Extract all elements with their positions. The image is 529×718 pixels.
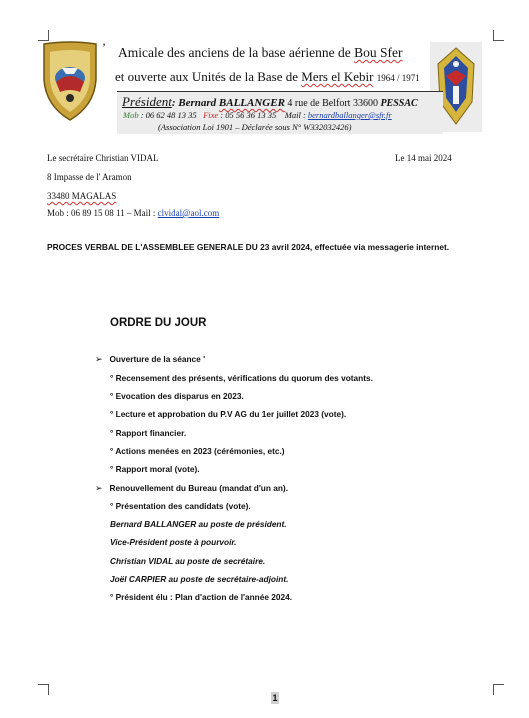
crop-mark-bottom-right	[493, 684, 504, 695]
air-base-crest-logo	[40, 40, 100, 122]
agenda-item: ➢ Renouvellement du Bureau (mandat d'un an).	[95, 483, 288, 493]
agenda-item: ➢ Ouverture de la séance '	[95, 354, 206, 364]
page-number: 1	[272, 693, 278, 703]
agenda-item: ° Présentation des candidats (vote).	[110, 501, 251, 511]
agenda-item: ° Président élu : Plan d'action de l'année 2024.	[110, 592, 293, 602]
association-title-line2: et ouverte aux Unités de la Base de Mers el Kebir 1964 / 1971	[115, 69, 420, 84]
agenda-heading: ORDRE DU JOUR	[110, 317, 207, 329]
president-email-link[interactable]: bernardballanger@sfr.fr	[307, 110, 392, 120]
president-line: Président: Bernard BALLANGER 4 rue de Belfort 33600 PESSAC	[122, 94, 418, 109]
crop-mark-bottom-left	[38, 684, 49, 695]
agenda-item: ° Actions menées en 2023 (cérémonies, etc.)	[110, 446, 285, 456]
letter-date: Le 14 mai 2024	[395, 153, 452, 163]
sender-city: 33480 MAGALAS	[47, 191, 117, 201]
association-title-line1: Amicale des anciens de la base aérienne de Bou Sfer	[118, 45, 403, 60]
crop-mark-top-right	[493, 30, 504, 41]
sender-email-link[interactable]: clvidal@aol.com	[157, 208, 220, 218]
agenda-item: ° Recensement des présents, vérifications du quorum des votants.	[110, 373, 373, 383]
agenda-item: ° Rapport financier.	[110, 428, 187, 438]
sender-name: Le secrétaire Christian VIDAL	[47, 153, 159, 163]
agenda-item: Vice-Président poste à pourvoir.	[110, 537, 237, 547]
minutes-title: PROCES VERBAL DE L'ASSEMBLEE GENERALE DU 23 avril 2024, effectuée via messagerie internet.	[47, 242, 450, 252]
agenda-item: ° Rapport moral (vote).	[110, 464, 200, 474]
agenda-item: Joël CARPIER au poste de secrétaire-adjoint.	[110, 574, 289, 584]
agenda-item: ° Evocation des disparus en 2023.	[110, 391, 244, 401]
header-apostrophe: ’	[102, 40, 106, 54]
association-registration-note: (Association Loi 1901 – Déclarée sous N° W332032426)	[158, 122, 352, 132]
agenda-item: ° Lecture et approbation du P.V AG du 1er juillet 2023 (vote).	[110, 409, 347, 419]
president-contact-line: Mob : 06 62 48 13 35 Fixe : 05 56 36 13 35 Mail : bernardballanger@sfr.fr	[123, 110, 392, 120]
sender-contact: Mob : 06 89 15 08 11 – Mail : clvidal@aol.com	[47, 208, 220, 218]
agenda-item: Bernard BALLANGER au poste de président.	[110, 519, 287, 529]
sender-street: 8 Impasse de l' Aramon	[47, 172, 132, 182]
agenda-item: Christian VIDAL au poste de secrétaire.	[110, 556, 266, 566]
